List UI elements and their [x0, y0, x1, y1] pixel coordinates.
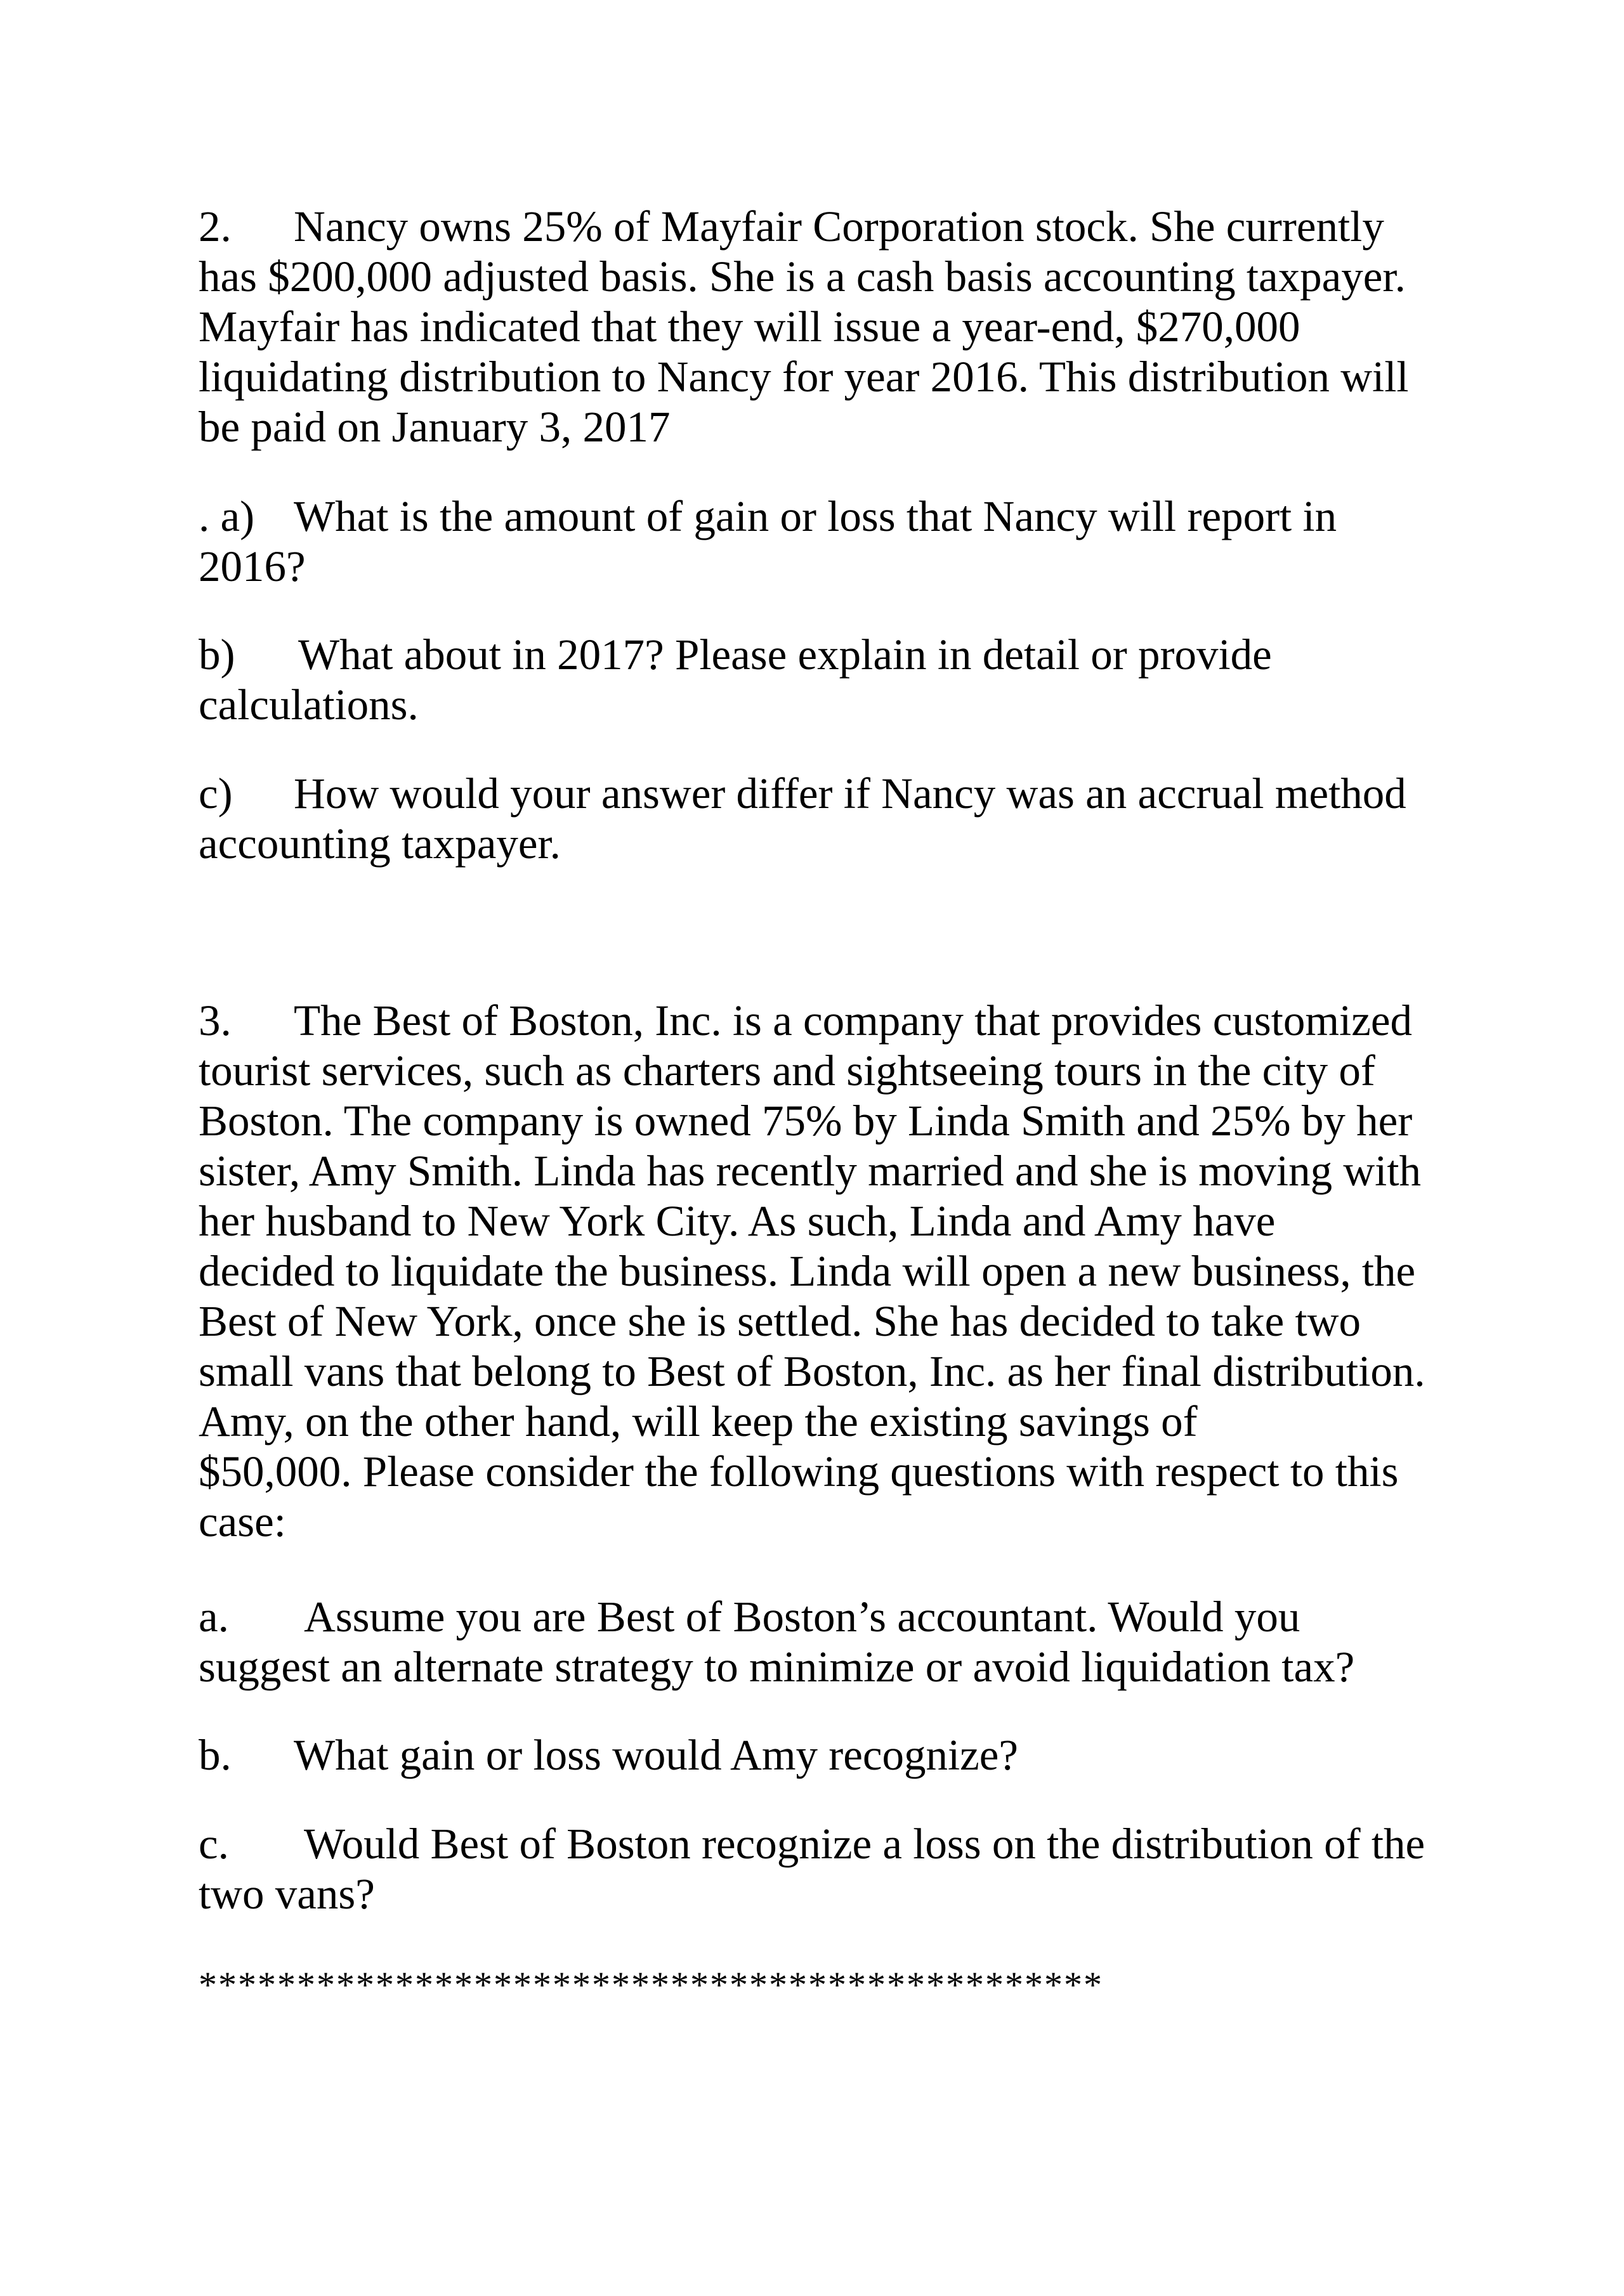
question-2b-label: b) — [199, 630, 235, 679]
question-2-number: 2. — [199, 202, 232, 251]
question-3c-line-1: c. Would Best of Boston recognize a loss on the distribution of the — [199, 1820, 1425, 1868]
question-2-text — [199, 202, 1467, 452]
question-2b-line-1: b) What about in 2017? Please explain in detail or provide — [199, 630, 1272, 679]
question-2b — [199, 630, 1467, 730]
question-3b-line-1: b. What gain or loss would Amy recognize? — [199, 1731, 1019, 1779]
question-3a-line-1: a. Assume you are Best of Boston’s accountant. Would you — [199, 1593, 1300, 1641]
question-2-line-1: 2. Nancy owns 25% of Mayfair Corporation stock. She currently — [199, 202, 1384, 251]
question-3c-line-2: two vans? — [199, 1870, 375, 1918]
question-3-line-5: her husband to New York City. As such, Linda and Amy have — [199, 1197, 1276, 1245]
question-2a — [199, 492, 1467, 592]
question-2-line-3: Mayfair has indicated that they will issue a year-end, $270,000 — [199, 303, 1300, 351]
question-2-line-5: be paid on January 3, 2017 — [199, 403, 671, 451]
question-2c-line-1: c) How would your answer differ if Nancy was an accrual method — [199, 769, 1406, 818]
question-2a-label: . a) — [199, 492, 255, 540]
asterisk-separator: ********************************************** — [199, 1964, 1103, 2006]
question-2c — [199, 769, 1467, 869]
question-3-line-9: Amy, on the other hand, will keep the existing savings of — [199, 1397, 1198, 1445]
question-2a-line-1: . a) What is the amount of gain or loss that Nancy will report in — [199, 492, 1337, 540]
question-2c-line-2: accounting taxpayer. — [199, 819, 561, 868]
question-3-line-10: $50,000. Please consider the following questions with respect to this — [199, 1447, 1399, 1496]
question-3a-label: a. — [199, 1593, 229, 1641]
question-3a-line-2: suggest an alternate strategy to minimize or avoid liquidation tax? — [199, 1643, 1355, 1691]
question-3-line-4: sister, Amy Smith. Linda has recently married and she is moving with — [199, 1147, 1422, 1195]
question-2b-line-2: calculations. — [199, 681, 419, 729]
question-3b — [199, 1730, 1467, 1780]
question-3-text — [199, 996, 1467, 1547]
question-3-line-7: Best of New York, once she is settled. She has decided to take two — [199, 1297, 1361, 1345]
question-3c-label: c. — [199, 1820, 229, 1868]
question-3b-label: b. — [199, 1731, 232, 1779]
question-3-line-3: Boston. The company is owned 75% by Linda Smith and 25% by her — [199, 1097, 1413, 1145]
question-2c-label: c) — [199, 769, 233, 818]
question-3-line-11: case: — [199, 1497, 286, 1546]
question-3-line-6: decided to liquidate the business. Linda will open a new business, the — [199, 1247, 1416, 1295]
question-2-line-4: liquidating distribution to Nancy for year 2016. This distribution will — [199, 353, 1409, 401]
question-3a — [199, 1592, 1467, 1692]
question-3c — [199, 1819, 1467, 1919]
question-3-line-1: 3. The Best of Boston, Inc. is a company that provides customized — [199, 996, 1412, 1045]
question-3-line-8: small vans that belong to Best of Boston, Inc. as her final distribution. — [199, 1347, 1425, 1395]
question-2a-line-2: 2016? — [199, 542, 306, 590]
question-3-number: 3. — [199, 996, 232, 1045]
question-2-line-2: has $200,000 adjusted basis. She is a cash basis accounting taxpayer. — [199, 252, 1406, 301]
question-3-line-2: tourist services, such as charters and sightseeing tours in the city of — [199, 1047, 1375, 1095]
